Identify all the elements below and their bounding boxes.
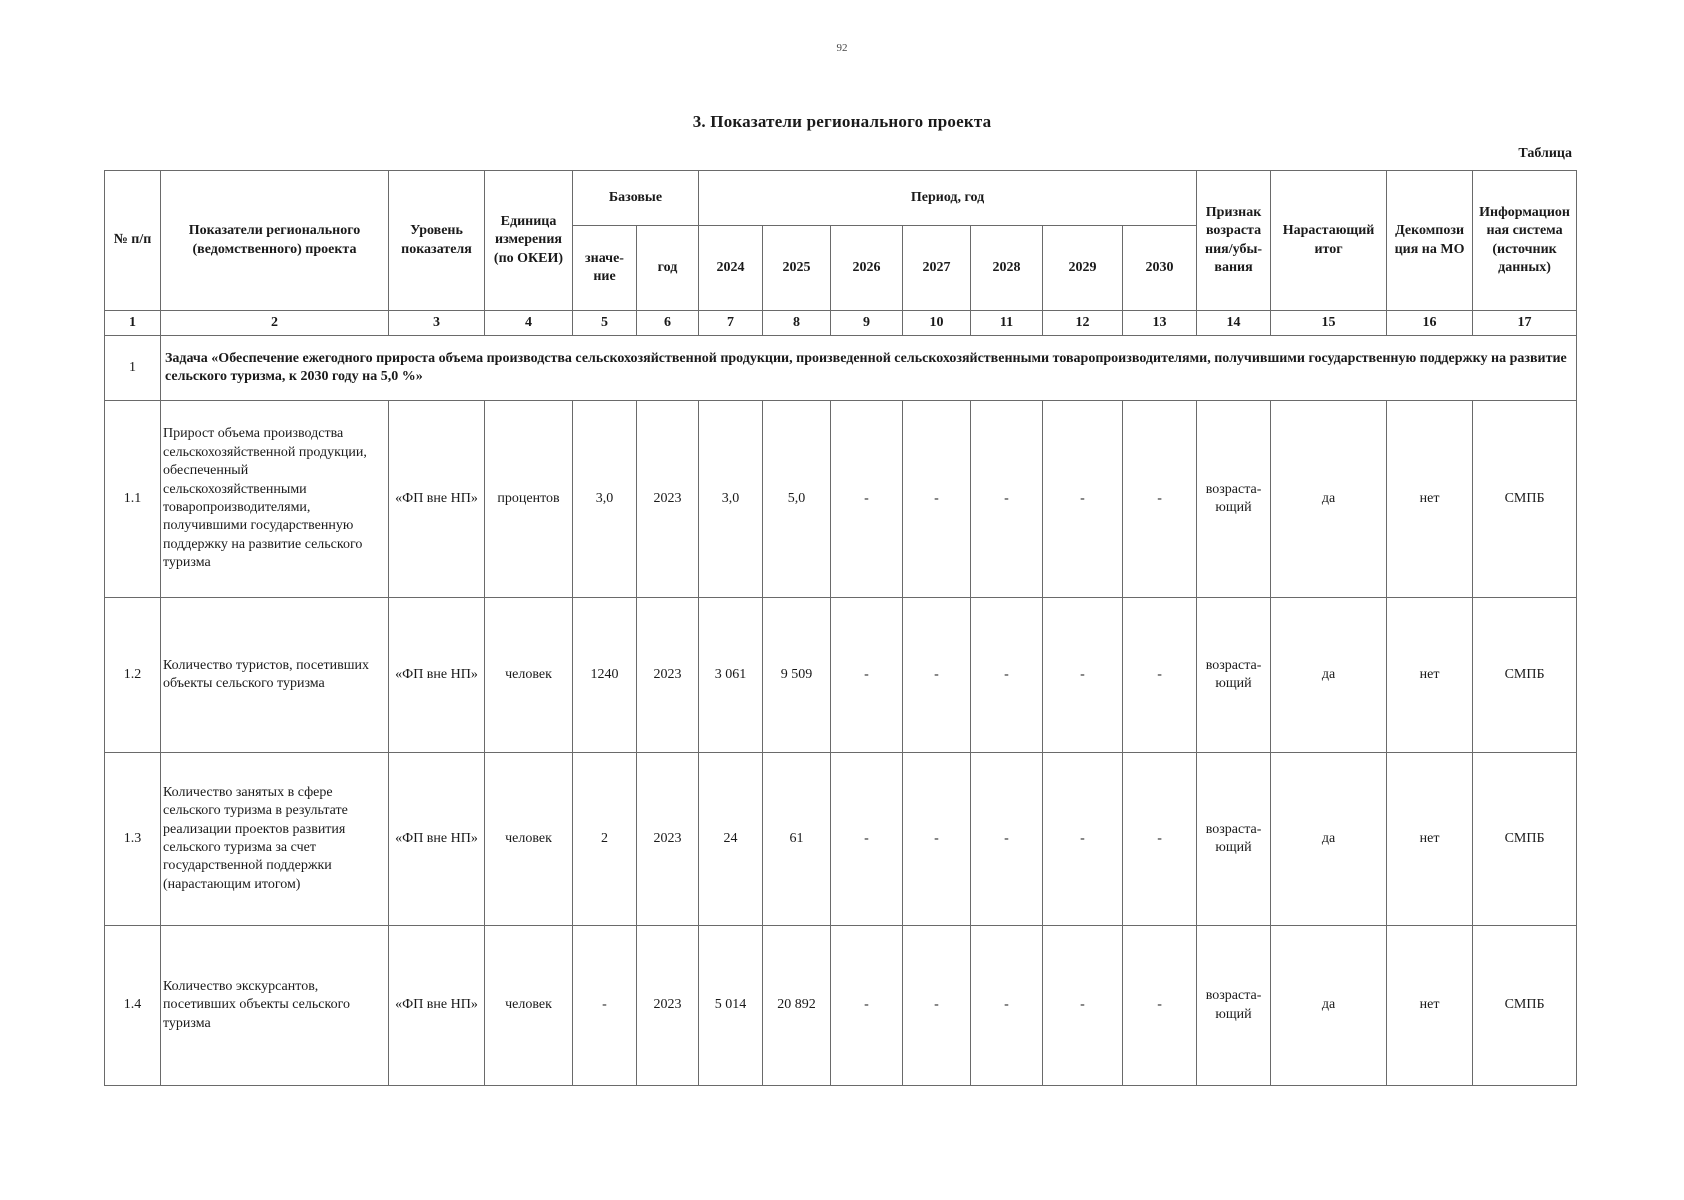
header-year-2026: 2026 [831, 226, 903, 311]
page-number: 92 [836, 42, 848, 54]
value-2029: - [1043, 753, 1123, 926]
indicator-unit: человек [485, 926, 573, 1086]
page-title: 3. Показатели регионального проекта [692, 112, 992, 131]
value-2029: - [1043, 926, 1123, 1086]
value-2028: - [971, 401, 1043, 598]
indicator-level: «ФП вне НП» [389, 926, 485, 1086]
value-2026: - [831, 401, 903, 598]
header-indicator: Показатели регионального (ведомственного) проекта [161, 171, 389, 311]
header-year-2024: 2024 [699, 226, 763, 311]
column-number: 15 [1271, 311, 1387, 336]
base-value: 1240 [573, 598, 637, 753]
decomposition: нет [1387, 926, 1473, 1086]
column-number: 7 [699, 311, 763, 336]
header-decomposition: Декомпози ция на МО [1387, 171, 1473, 311]
value-2026: - [831, 598, 903, 753]
value-2025: 9 509 [763, 598, 831, 753]
column-number: 12 [1043, 311, 1123, 336]
value-2025: 5,0 [763, 401, 831, 598]
cumulative: да [1271, 753, 1387, 926]
header-trend: Признак возраста ния/убы-вания [1197, 171, 1271, 311]
indicator-name: Количество туристов, посетивших объекты сельского туризма [161, 598, 389, 753]
header-year-2027: 2027 [903, 226, 971, 311]
header-year-2025: 2025 [763, 226, 831, 311]
value-2025: 61 [763, 753, 831, 926]
table-row [105, 598, 1577, 753]
indicators-table [104, 170, 1577, 1086]
indicator-unit: человек [485, 598, 573, 753]
header-period: Период, год [699, 171, 1197, 226]
value-2028: - [971, 598, 1043, 753]
indicator-level: «ФП вне НП» [389, 401, 485, 598]
column-number: 14 [1197, 311, 1271, 336]
indicator-level: «ФП вне НП» [389, 598, 485, 753]
header-year-2030: 2030 [1123, 226, 1197, 311]
table-label: Таблица [1518, 146, 1572, 161]
task-row [105, 336, 1577, 401]
cumulative: да [1271, 401, 1387, 598]
trend: возраста-ющий [1197, 598, 1271, 753]
table-row [105, 753, 1577, 926]
indicator-unit: человек [485, 753, 573, 926]
base-value: 3,0 [573, 401, 637, 598]
decomposition: нет [1387, 598, 1473, 753]
value-2030: - [1123, 926, 1197, 1086]
value-2029: - [1043, 598, 1123, 753]
column-number: 16 [1387, 311, 1473, 336]
value-2027: - [903, 401, 971, 598]
table-row [105, 401, 1577, 598]
header-num: № п/п [105, 171, 161, 311]
value-2026: - [831, 753, 903, 926]
value-2028: - [971, 926, 1043, 1086]
column-number: 6 [637, 311, 699, 336]
column-number: 10 [903, 311, 971, 336]
value-2024: 24 [699, 753, 763, 926]
value-2027: - [903, 753, 971, 926]
cumulative: да [1271, 598, 1387, 753]
cumulative: да [1271, 926, 1387, 1086]
value-2026: - [831, 926, 903, 1086]
indicator-level: «ФП вне НП» [389, 753, 485, 926]
info-system: СМПБ [1473, 598, 1577, 753]
trend: возраста-ющий [1197, 926, 1271, 1086]
indicator-name: Количество экскурсантов, посетивших объекты сельского туризма [161, 926, 389, 1086]
indicator-name: Прирост объема производства сельскохозяйственной продукции, обеспеченный сельскохозяйственными товаропроизводителями, получившими государственную поддержку на развитие сельского туризма [161, 401, 389, 598]
value-2028: - [971, 753, 1043, 926]
value-2030: - [1123, 753, 1197, 926]
header-unit: Единица измерения (по ОКЕИ) [485, 171, 573, 311]
task-num: 1 [105, 336, 161, 401]
indicator-unit: процентов [485, 401, 573, 598]
table-row [105, 926, 1577, 1086]
decomposition: нет [1387, 401, 1473, 598]
row-num: 1.1 [105, 401, 161, 598]
decomposition: нет [1387, 753, 1473, 926]
trend: возраста-ющий [1197, 401, 1271, 598]
trend: возраста-ющий [1197, 753, 1271, 926]
row-num: 1.2 [105, 598, 161, 753]
value-2030: - [1123, 401, 1197, 598]
column-number: 3 [389, 311, 485, 336]
base-year: 2023 [637, 753, 699, 926]
value-2024: 3 061 [699, 598, 763, 753]
base-year: 2023 [637, 926, 699, 1086]
column-number: 4 [485, 311, 573, 336]
value-2029: - [1043, 401, 1123, 598]
info-system: СМПБ [1473, 401, 1577, 598]
column-number: 9 [831, 311, 903, 336]
value-2027: - [903, 926, 971, 1086]
column-number: 13 [1123, 311, 1197, 336]
header-year-2029: 2029 [1043, 226, 1123, 311]
value-2027: - [903, 598, 971, 753]
header-row-top [105, 171, 1577, 226]
column-number: 17 [1473, 311, 1577, 336]
info-system: СМПБ [1473, 753, 1577, 926]
header-info-system: Информацион ная система (источник данных) [1473, 171, 1577, 311]
column-number-row [105, 311, 1577, 336]
header-year-2028: 2028 [971, 226, 1043, 311]
base-year: 2023 [637, 401, 699, 598]
column-number: 2 [161, 311, 389, 336]
base-value: - [573, 926, 637, 1086]
column-number: 11 [971, 311, 1043, 336]
header-level: Уровень показателя [389, 171, 485, 311]
base-year: 2023 [637, 598, 699, 753]
value-2030: - [1123, 598, 1197, 753]
column-number: 5 [573, 311, 637, 336]
header-base: Базовые [573, 171, 699, 226]
row-num: 1.4 [105, 926, 161, 1086]
column-number: 8 [763, 311, 831, 336]
header-base-value: значе-ние [573, 226, 637, 311]
value-2025: 20 892 [763, 926, 831, 1086]
value-2024: 5 014 [699, 926, 763, 1086]
value-2024: 3,0 [699, 401, 763, 598]
indicator-name: Количество занятых в сфере сельского туризма в результате реализации проектов развития сельского туризма за счет государственной поддержки (нарастающим итогом) [161, 753, 389, 926]
row-num: 1.3 [105, 753, 161, 926]
base-value: 2 [573, 753, 637, 926]
info-system: СМПБ [1473, 926, 1577, 1086]
column-number: 1 [105, 311, 161, 336]
task-text: Задача «Обеспечение ежегодного прироста объема производства сельскохозяйственной продукции, произведенной сельскохозяйственными товаропроизводителями, получившими государственную поддержку на развитие сельского туризма, к 2030 году на 5,0 %» [161, 336, 1577, 401]
header-cumulative: Нарастающий итог [1271, 171, 1387, 311]
header-base-year: год [637, 226, 699, 311]
